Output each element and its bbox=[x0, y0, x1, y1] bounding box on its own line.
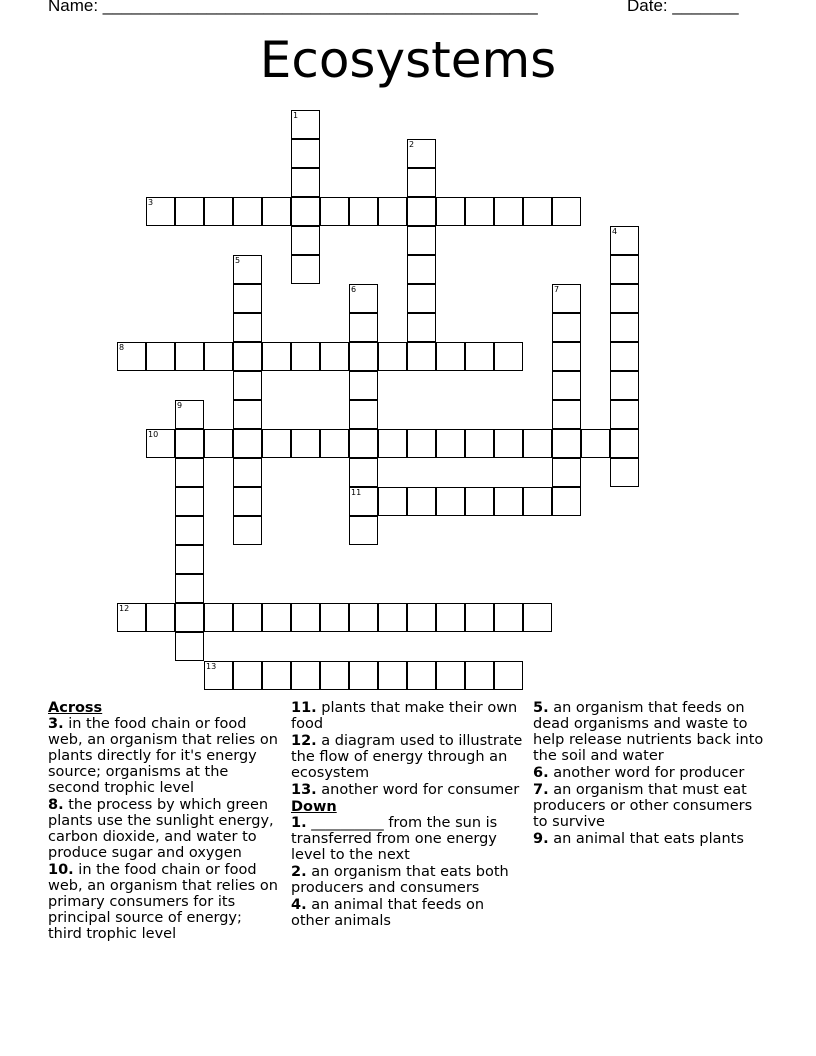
crossword-cell[interactable] bbox=[378, 342, 407, 371]
clue-down-1 bbox=[291, 815, 523, 863]
clue-number-label: 6 bbox=[351, 285, 357, 294]
crossword-cell[interactable] bbox=[204, 661, 233, 690]
clue-number-label: 11 bbox=[351, 488, 362, 497]
clue-text: an animal that eats plants bbox=[553, 831, 744, 847]
crossword-cell[interactable] bbox=[233, 603, 262, 632]
crossword-cell[interactable] bbox=[233, 313, 262, 342]
crossword-cell[interactable] bbox=[291, 139, 320, 168]
crossword-cell[interactable] bbox=[407, 487, 436, 516]
crossword-cell[interactable] bbox=[349, 400, 378, 429]
crossword-cell[interactable] bbox=[320, 603, 349, 632]
clue-number: 12. bbox=[291, 733, 317, 749]
crossword-cell[interactable] bbox=[465, 487, 494, 516]
clue-number-label: 10 bbox=[148, 430, 159, 439]
crossword-cell[interactable] bbox=[610, 429, 639, 458]
crossword-cell[interactable] bbox=[552, 458, 581, 487]
crossword-cell[interactable] bbox=[465, 197, 494, 226]
crossword-cell[interactable] bbox=[436, 487, 465, 516]
crossword-cell[interactable] bbox=[291, 197, 320, 226]
crossword-cell[interactable] bbox=[407, 197, 436, 226]
clue-column-1 bbox=[48, 700, 280, 943]
crossword-cell[interactable] bbox=[349, 371, 378, 400]
crossword-cell[interactable] bbox=[117, 603, 146, 632]
crossword-cell[interactable] bbox=[349, 342, 378, 371]
crossword-cell[interactable] bbox=[378, 603, 407, 632]
clue-down-6 bbox=[533, 765, 765, 781]
crossword-cell[interactable] bbox=[436, 429, 465, 458]
crossword-cell[interactable] bbox=[407, 168, 436, 197]
clue-number-label: 3 bbox=[148, 198, 154, 207]
crossword-cell[interactable] bbox=[552, 313, 581, 342]
crossword-cell[interactable] bbox=[407, 429, 436, 458]
clue-number: 8. bbox=[48, 797, 64, 813]
crossword-cell[interactable] bbox=[262, 429, 291, 458]
crossword-cell[interactable] bbox=[175, 632, 204, 661]
clue-number-label: 5 bbox=[235, 256, 241, 265]
crossword-cell[interactable] bbox=[436, 197, 465, 226]
crossword-cell[interactable] bbox=[233, 429, 262, 458]
crossword-cell[interactable] bbox=[291, 226, 320, 255]
clue-across-12 bbox=[291, 733, 523, 781]
crossword-cell[interactable] bbox=[436, 342, 465, 371]
crossword-cell[interactable] bbox=[581, 429, 610, 458]
crossword-cell[interactable] bbox=[552, 400, 581, 429]
crossword-cell[interactable] bbox=[378, 197, 407, 226]
crossword-cell[interactable] bbox=[291, 110, 320, 139]
crossword-cell[interactable] bbox=[349, 284, 378, 313]
crossword-cell[interactable] bbox=[175, 603, 204, 632]
crossword-cell[interactable] bbox=[175, 458, 204, 487]
crossword-cell[interactable] bbox=[494, 487, 523, 516]
clue-down-2 bbox=[291, 864, 523, 896]
crossword-cell[interactable] bbox=[407, 139, 436, 168]
clue-across-10 bbox=[48, 862, 280, 942]
clue-text: plants that make their own food bbox=[291, 700, 518, 732]
crossword-cell[interactable] bbox=[320, 661, 349, 690]
crossword-cell[interactable] bbox=[465, 603, 494, 632]
clue-across-8 bbox=[48, 797, 280, 861]
crossword-cell[interactable] bbox=[378, 661, 407, 690]
crossword-cell[interactable] bbox=[204, 603, 233, 632]
date-field-label: Date: _______ bbox=[627, 0, 739, 15]
clue-across-13 bbox=[291, 782, 523, 798]
clue-number: 13. bbox=[291, 782, 317, 798]
crossword-cell[interactable] bbox=[552, 371, 581, 400]
clue-number-label: 13 bbox=[206, 662, 217, 671]
crossword-cell[interactable] bbox=[146, 429, 175, 458]
clue-number-label: 2 bbox=[409, 140, 415, 149]
crossword-cell[interactable] bbox=[494, 603, 523, 632]
clue-down-7 bbox=[533, 782, 765, 830]
crossword-cell[interactable] bbox=[349, 313, 378, 342]
clue-text: in the food chain or food web, an organism that relies on primary consumers for its principal source of energy; third trophic level bbox=[48, 862, 278, 942]
crossword-cell[interactable] bbox=[291, 342, 320, 371]
crossword-cell[interactable] bbox=[494, 197, 523, 226]
crossword-cell[interactable] bbox=[494, 661, 523, 690]
crossword-cell[interactable] bbox=[465, 342, 494, 371]
crossword-cell[interactable] bbox=[175, 545, 204, 574]
clue-text: an animal that feeds on other animals bbox=[291, 897, 485, 929]
crossword-cell[interactable] bbox=[320, 197, 349, 226]
crossword-cell[interactable] bbox=[233, 458, 262, 487]
crossword-cell[interactable] bbox=[552, 342, 581, 371]
crossword-cell[interactable] bbox=[610, 458, 639, 487]
clue-text: an organism that must eat producers or other consumers to survive bbox=[533, 782, 753, 830]
crossword-cell[interactable] bbox=[204, 342, 233, 371]
clue-number-label: 4 bbox=[612, 227, 618, 236]
crossword-cell[interactable] bbox=[407, 313, 436, 342]
clue-number-label: 1 bbox=[293, 111, 299, 120]
crossword-cell[interactable] bbox=[407, 226, 436, 255]
crossword-cell[interactable] bbox=[233, 371, 262, 400]
crossword-cell[interactable] bbox=[262, 342, 291, 371]
clue-across-3 bbox=[48, 716, 280, 796]
crossword-cell[interactable] bbox=[204, 197, 233, 226]
clue-text: __________ from the sun is transferred from one energy level to the next bbox=[291, 815, 498, 863]
crossword-cell[interactable] bbox=[552, 429, 581, 458]
across-heading: Across bbox=[48, 700, 103, 716]
crossword-cell[interactable] bbox=[523, 487, 552, 516]
crossword-cell[interactable] bbox=[610, 342, 639, 371]
crossword-cell[interactable] bbox=[233, 516, 262, 545]
crossword-cell[interactable] bbox=[523, 197, 552, 226]
crossword-cell[interactable] bbox=[233, 487, 262, 516]
crossword-cell[interactable] bbox=[233, 400, 262, 429]
crossword-cell[interactable] bbox=[407, 255, 436, 284]
crossword-cell[interactable] bbox=[465, 429, 494, 458]
crossword-cell[interactable] bbox=[610, 284, 639, 313]
crossword-cell[interactable] bbox=[552, 487, 581, 516]
crossword-cell[interactable] bbox=[291, 255, 320, 284]
crossword-cell[interactable] bbox=[494, 342, 523, 371]
crossword-cell[interactable] bbox=[291, 603, 320, 632]
crossword-cell[interactable] bbox=[610, 226, 639, 255]
crossword-cell[interactable] bbox=[436, 661, 465, 690]
crossword-cell[interactable] bbox=[146, 342, 175, 371]
crossword-cell[interactable] bbox=[175, 342, 204, 371]
clue-number: 3. bbox=[48, 716, 64, 732]
clue-number: 4. bbox=[291, 897, 307, 913]
clue-text: in the food chain or food web, an organism that relies on plants directly for it's energy source; organisms at the second trophic level bbox=[48, 716, 278, 796]
crossword-cell[interactable] bbox=[291, 429, 320, 458]
clue-number-label: 7 bbox=[554, 285, 560, 294]
crossword-cell[interactable] bbox=[349, 487, 378, 516]
crossword-cell[interactable] bbox=[233, 661, 262, 690]
crossword-cell[interactable] bbox=[610, 400, 639, 429]
crossword-cell[interactable] bbox=[175, 400, 204, 429]
page-title: Ecosystems bbox=[259, 31, 557, 89]
crossword-cell[interactable] bbox=[349, 429, 378, 458]
crossword-cell[interactable] bbox=[378, 429, 407, 458]
clue-text: an organism that feeds on dead organisms and waste to help release nutrients back into the soil and water bbox=[533, 700, 764, 764]
clue-text: the process by which green plants use the sunlight energy, carbon dioxide, and water to produce sugar and oxygen bbox=[48, 797, 274, 861]
crossword-cell[interactable] bbox=[233, 255, 262, 284]
clue-number: 9. bbox=[533, 831, 549, 847]
crossword-cell[interactable] bbox=[175, 429, 204, 458]
clue-number: 1. bbox=[291, 815, 307, 831]
crossword-cell[interactable] bbox=[494, 429, 523, 458]
crossword-cell[interactable] bbox=[175, 197, 204, 226]
clue-number: 6. bbox=[533, 765, 549, 781]
crossword-cell[interactable] bbox=[320, 429, 349, 458]
crossword-cell[interactable] bbox=[146, 197, 175, 226]
name-field-label: Name: ______________________________________________ bbox=[48, 0, 538, 15]
clue-number-label: 9 bbox=[177, 401, 183, 410]
down-heading: Down bbox=[291, 799, 337, 815]
crossword-cell[interactable] bbox=[349, 516, 378, 545]
clue-down-4 bbox=[291, 897, 523, 929]
crossword-cell[interactable] bbox=[349, 197, 378, 226]
clue-number: 11. bbox=[291, 700, 317, 716]
crossword-cell[interactable] bbox=[117, 342, 146, 371]
crossword-cell[interactable] bbox=[407, 284, 436, 313]
clue-column-2 bbox=[291, 700, 523, 930]
crossword-cell[interactable] bbox=[291, 168, 320, 197]
crossword-cell[interactable] bbox=[175, 487, 204, 516]
clue-text: another word for consumer bbox=[321, 782, 520, 798]
clue-number: 10. bbox=[48, 862, 74, 878]
crossword-cell[interactable] bbox=[233, 342, 262, 371]
crossword-cell[interactable] bbox=[552, 284, 581, 313]
crossword-cell[interactable] bbox=[204, 429, 233, 458]
crossword-cell[interactable] bbox=[349, 603, 378, 632]
crossword-cell[interactable] bbox=[465, 661, 494, 690]
crossword-cell[interactable] bbox=[146, 603, 175, 632]
crossword-cell[interactable] bbox=[523, 603, 552, 632]
crossword-cell[interactable] bbox=[610, 255, 639, 284]
crossword-cell[interactable] bbox=[262, 661, 291, 690]
crossword-cell[interactable] bbox=[552, 197, 581, 226]
crossword-cell[interactable] bbox=[262, 197, 291, 226]
crossword-cell[interactable] bbox=[407, 661, 436, 690]
crossword-cell[interactable] bbox=[436, 603, 465, 632]
crossword-cell[interactable] bbox=[610, 371, 639, 400]
clue-number: 2. bbox=[291, 864, 307, 880]
crossword-cell[interactable] bbox=[610, 313, 639, 342]
clue-number-label: 12 bbox=[119, 604, 130, 613]
clue-number: 5. bbox=[533, 700, 549, 716]
clue-text: an organism that eats both producers and consumers bbox=[291, 864, 509, 896]
crossword-cell[interactable] bbox=[291, 661, 320, 690]
clue-column-3 bbox=[533, 700, 765, 848]
crossword-cell[interactable] bbox=[233, 284, 262, 313]
clue-number: 7. bbox=[533, 782, 549, 798]
crossword-cell[interactable] bbox=[378, 487, 407, 516]
crossword-cell[interactable] bbox=[233, 197, 262, 226]
crossword-cell[interactable] bbox=[175, 516, 204, 545]
crossword-cell[interactable] bbox=[407, 603, 436, 632]
crossword-cell[interactable] bbox=[349, 661, 378, 690]
clue-down-9 bbox=[533, 831, 765, 847]
crossword-cell[interactable] bbox=[523, 429, 552, 458]
crossword-cell[interactable] bbox=[262, 603, 291, 632]
clue-down-5 bbox=[533, 700, 765, 764]
crossword-cell[interactable] bbox=[407, 342, 436, 371]
crossword-cell[interactable] bbox=[349, 458, 378, 487]
crossword-cell[interactable] bbox=[320, 342, 349, 371]
clue-across-11 bbox=[291, 700, 523, 732]
clue-number-label: 8 bbox=[119, 343, 125, 352]
clue-text: another word for producer bbox=[553, 765, 745, 781]
clue-text: a diagram used to illustrate the flow of energy through an ecosystem bbox=[291, 733, 523, 781]
crossword-cell[interactable] bbox=[175, 574, 204, 603]
